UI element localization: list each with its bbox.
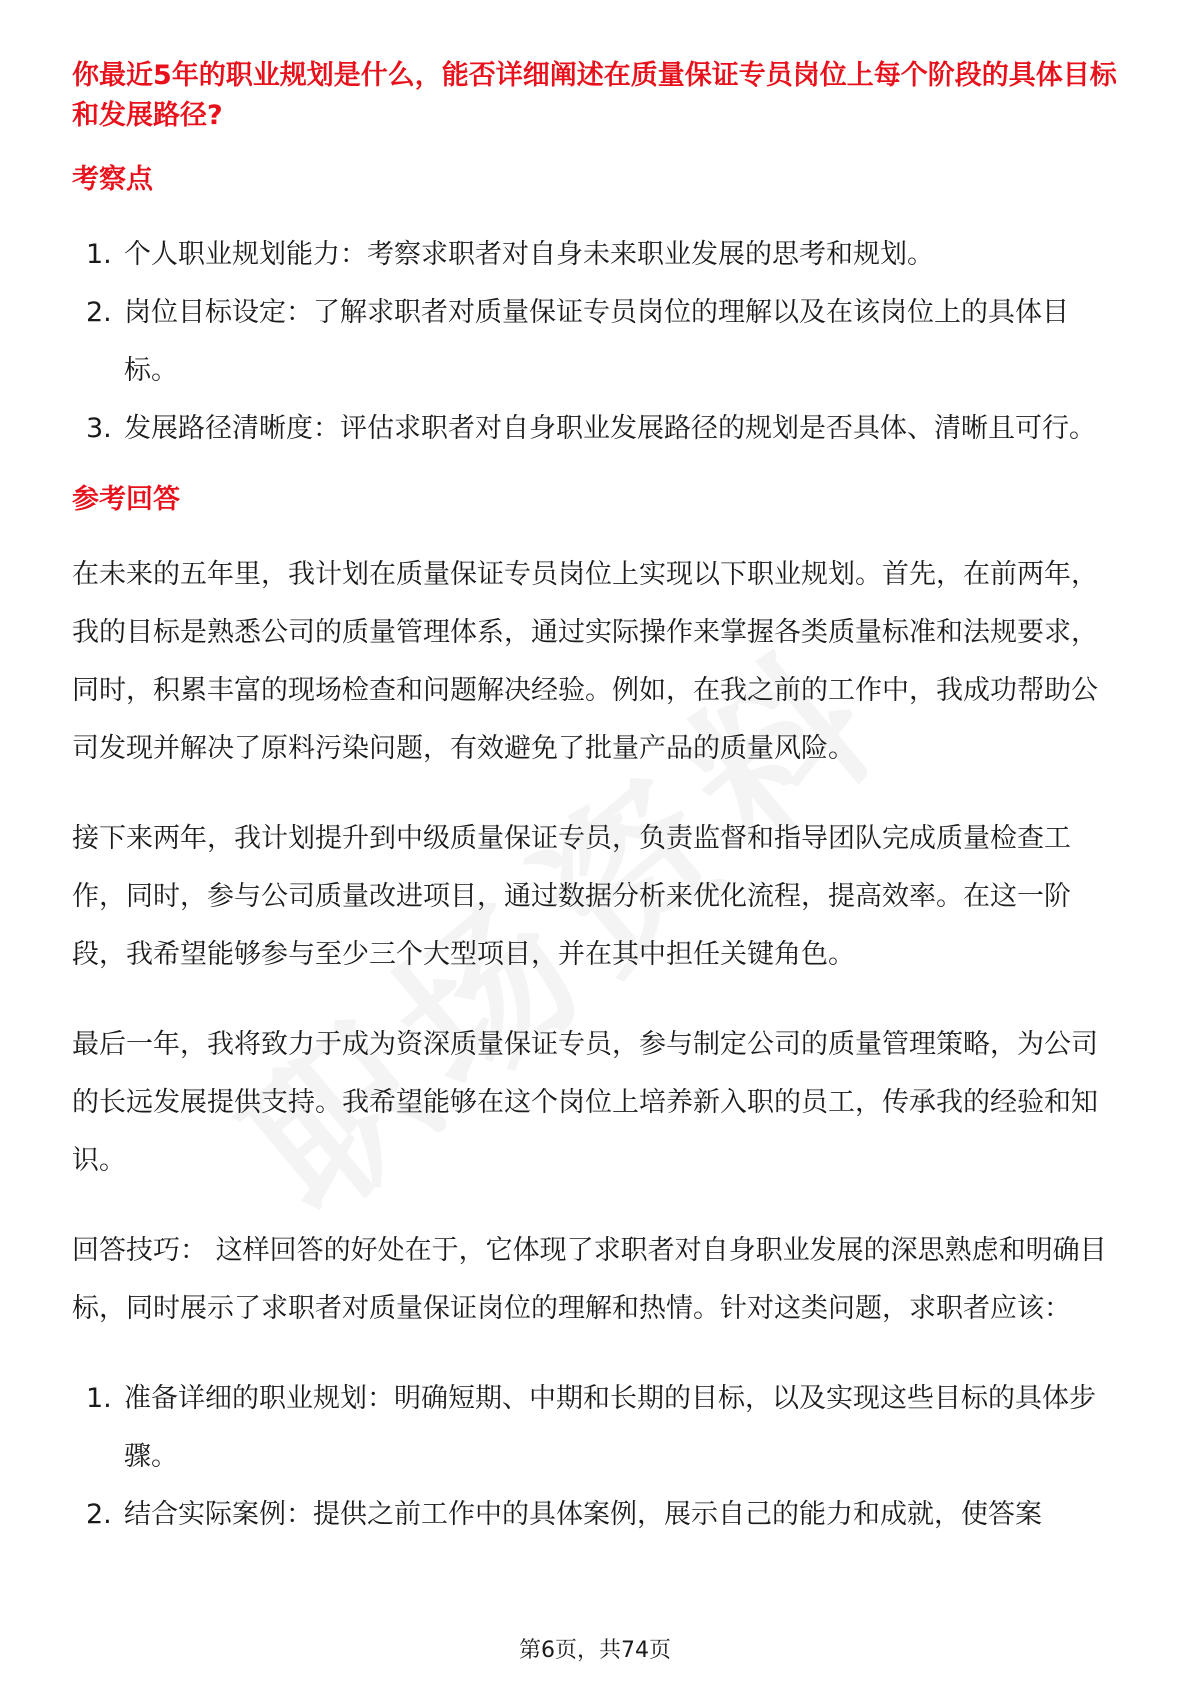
focus-heading: 考察点 bbox=[72, 164, 153, 195]
tips-list bbox=[72, 1370, 1122, 1544]
list-number: 2. bbox=[86, 1499, 112, 1530]
list-item bbox=[72, 226, 1122, 284]
list-item bbox=[72, 284, 1122, 400]
list-item bbox=[72, 1486, 1122, 1544]
question-title: 你最近5年的职业规划是什么，能否详细阐述在质量保证专员岗位上每个阶段的具体目标和发展路径? bbox=[72, 60, 1117, 131]
list-item-text: 岗位目标设定：了解求职者对质量保证专员岗位的理解以及在该岗位上的具体目标。 bbox=[124, 297, 1069, 386]
list-item bbox=[72, 400, 1122, 458]
list-item-text: 发展路径清晰度：评估求职者对自身职业发展路径的规划是否具体、清晰且可行。 bbox=[124, 413, 1096, 444]
answer-heading: 参考回答 bbox=[72, 484, 180, 515]
list-item-text: 准备详细的职业规划：明确短期、中期和长期的目标，以及实现这些目标的具体步骤。 bbox=[124, 1383, 1096, 1472]
list-number: 2. bbox=[86, 297, 112, 328]
answer-paragraph: 接下来两年，我计划提升到中级质量保证专员，负责监督和指导团队完成质量检查工作，同时，参与公司质量改进项目，通过数据分析来优化流程，提高效率。在这一阶段，我希望能够参与至少三个大型项目，并在其中担任关键角色。 bbox=[72, 823, 1071, 970]
focus-list bbox=[72, 226, 1122, 458]
content-area bbox=[72, 56, 1122, 1566]
page-footer: 第6页，共74页 bbox=[519, 1638, 671, 1663]
list-item bbox=[72, 1370, 1122, 1486]
list-number: 1. bbox=[86, 239, 112, 270]
list-item-text: 结合实际案例：提供之前工作中的具体案例，展示自己的能力和成就，使答案 bbox=[124, 1499, 1042, 1530]
list-item-text: 个人职业规划能力：考察求职者对自身未来职业发展的思考和规划。 bbox=[124, 239, 934, 270]
list-number: 1. bbox=[86, 1383, 112, 1414]
tips-paragraph: 回答技巧： 这样回答的好处在于，它体现了求职者对自身职业发展的深思熟虑和明确目标，同时展示了求职者对质量保证岗位的理解和热情。针对这类问题，求职者应该： bbox=[72, 1235, 1107, 1324]
list-number: 3. bbox=[86, 413, 112, 444]
answer-paragraph: 在未来的五年里，我计划在质量保证专员岗位上实现以下职业规划。首先，在前两年，我的目标是熟悉公司的质量管理体系，通过实际操作来掌握各类质量标准和法规要求，同时，积累丰富的现场检查和问题解决经验。例如，在我之前的工作中，我成功帮助公司发现并解决了原料污染问题，有效避免了批量产品的质量风险。 bbox=[72, 559, 1098, 764]
answer-paragraph: 最后一年，我将致力于成为资深质量保证专员，参与制定公司的质量管理策略，为公司的长远发展提供支持。我希望能够在这个岗位上培养新入职的员工，传承我的经验和知识。 bbox=[72, 1029, 1098, 1176]
